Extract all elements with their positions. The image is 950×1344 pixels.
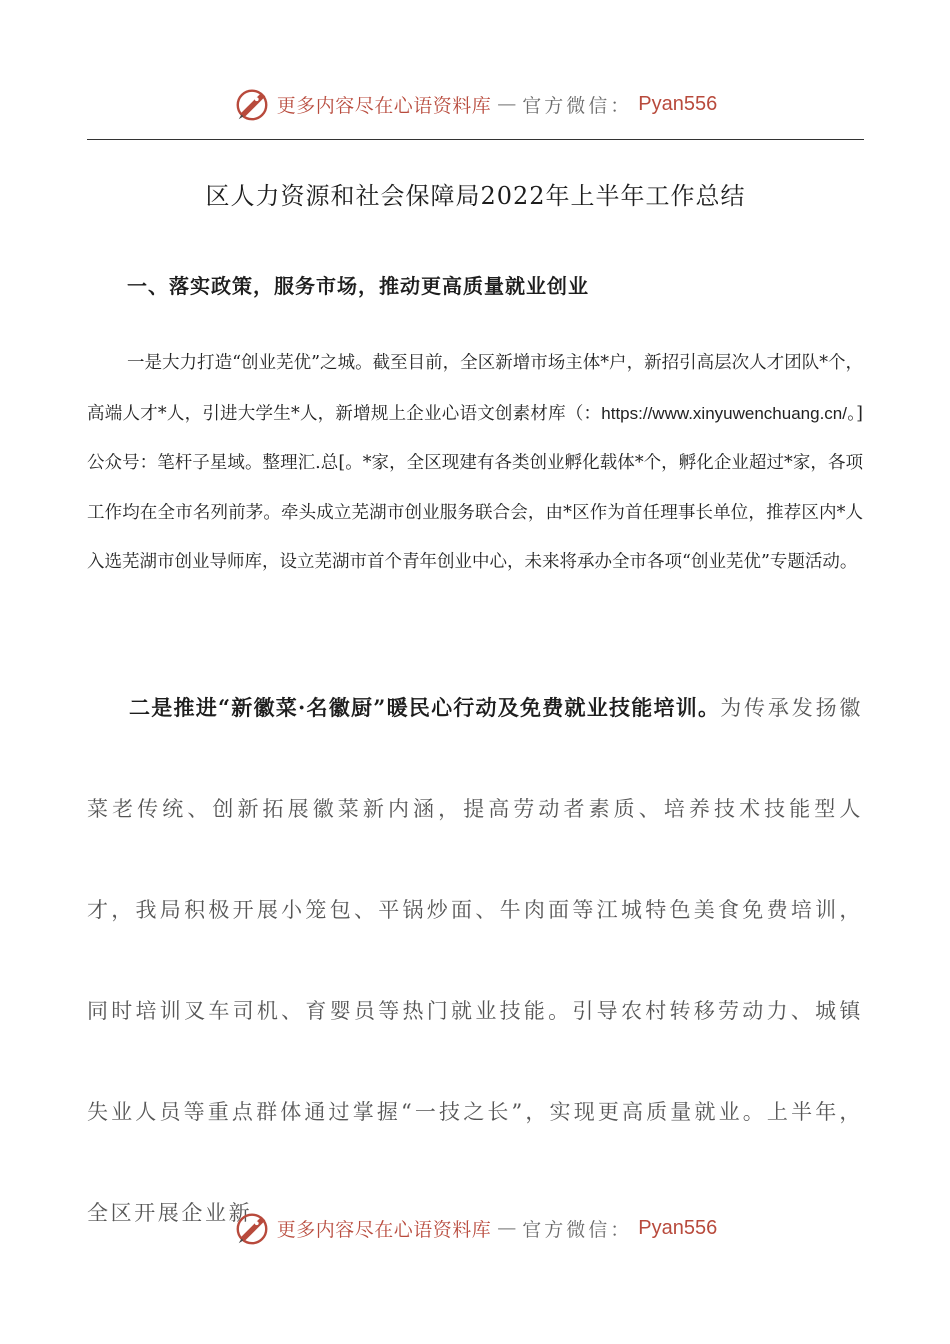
- banner-wechat-id: Pyan556: [638, 92, 718, 115]
- footer-banner-main-text: 更多内容尽在心语资料库: [276, 1218, 492, 1241]
- banner-separator: —: [497, 93, 517, 115]
- banner-main-text: 更多内容尽在心语资料库: [276, 94, 492, 117]
- paragraph-1-url: https://www.xinyuwenchuang.cn/: [601, 403, 847, 423]
- header-divider: [87, 139, 864, 140]
- paragraph-1-text-start: 一是大力打造“创业芜优”之城。截至目前，全区新增市场主体*户，新招引高层次人才团队*个，高端人才*人，引进大学生*人，新增规上企业心语文创素材库（：: [87, 353, 863, 424]
- footer-banner: [0, 1206, 950, 1250]
- footer-banner-separator: —: [497, 1217, 517, 1239]
- paragraph-1: [87, 339, 863, 588]
- paragraph-1-text-end: 。]公众号：笔杆子星域。整理汇.总[。*家，全区现建有各类创业孵化载体*个，孵化企业超过*家，各项工作均在全市名列前茅。牵头成立芜湖市创业服务联合会，由*区作为首任理事长单位，推荐区内*人入选芜湖市创业导师库，设立芜湖市首个青年创业中心，未来将承办全市各项“创业芜优”专题活动。: [87, 403, 863, 572]
- section-heading: 一、落实政策，服务市场，推动更高质量就业创业: [127, 274, 589, 298]
- pen-nib-circle-icon: [233, 1209, 271, 1247]
- pen-nib-circle-icon: [233, 85, 271, 123]
- footer-banner-wechat-id: Pyan556: [638, 1216, 718, 1239]
- document-title: 区人力资源和社会保障局2022年上半年工作总结: [205, 182, 746, 210]
- paragraph-2-body: 为传承发扬徽菜老传统、创新拓展徽菜新内涵，提高劳动者素质、培养技术技能型人才，我局积极开展小笼包、平锅炒面、牛肉面等江城特色美食免费培训，同时培训叉车司机、育婴员等热门就业技能。引导农村转移劳动力、城镇失业人员等重点群体通过掌握“一技之长”，实现更高质量就业。上半年，全区开展企业新: [87, 696, 864, 1225]
- banner-sub-text: 官方微信：: [522, 94, 633, 117]
- header-banner: [0, 82, 950, 126]
- footer-banner-sub-text: 官方微信：: [522, 1218, 633, 1241]
- paragraph-2: [87, 657, 863, 1264]
- paragraph-2-lead: 二是推进“新徽菜·名徽厨”暖民心行动及免费就业技能培训。: [129, 695, 721, 720]
